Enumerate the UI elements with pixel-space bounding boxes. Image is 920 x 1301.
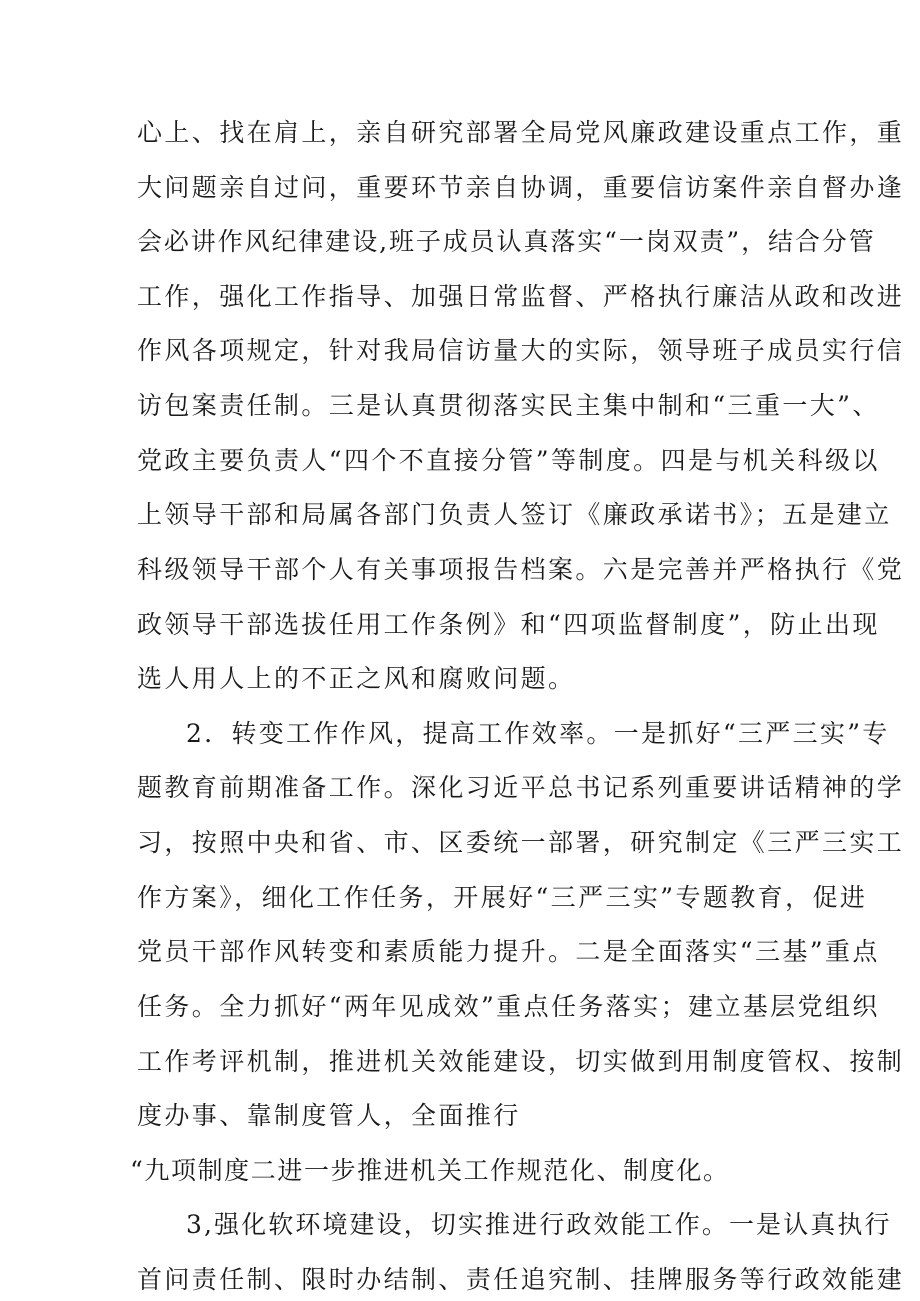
- text-line: 作方案》，细化工作任务，开展好“三严三实”专题教育，促进: [137, 882, 868, 912]
- text-line: 访包案责任制。三是认真贯彻落实民主集中制和“三重一大”、: [137, 391, 880, 421]
- text-line: 习，按照中央和省、市、区委统一部署，研究制定《三严三实工: [137, 828, 905, 858]
- text-line: 3,强化软环境建设，切实推进行政效能工作。一是认真执行: [186, 1210, 892, 1240]
- text-line: 任务。全力抓好“两年见成效”重点任务落实；建立基层党组织: [137, 991, 880, 1021]
- text-line: “九项制度二进一步推进机关工作规范化、制度化。: [130, 1155, 730, 1185]
- text-line: 上领导干部和局属各部门负责人签订《廉政承诺书》；五是建立: [137, 500, 892, 530]
- text-line: 会必讲作风纪律建设,班子成员认真落实“一岗双责”，结合分管: [137, 227, 876, 257]
- text-line: 度办事、靠制度管人，全面推行: [137, 1101, 521, 1131]
- text-line: 心上、找在肩上，亲自研究部署全局党风廉政建设重点工作，重: [137, 118, 905, 147]
- text-line: 工作考评机制，推进机关效能建设，切实做到用制度管权、按制: [137, 1046, 905, 1076]
- text-line: 首问责任制、限时办结制、责任追究制、挂牌服务等行政效能建: [137, 1265, 905, 1294]
- text-line: 大问题亲自过问，重要环节亲自协调，重要信访案件亲自督办逢: [137, 172, 905, 202]
- text-line: 科级领导干部个人有关事项报告档案。六是完善并严格执行《党: [137, 554, 905, 584]
- text-line: 题教育前期准备工作。深化习近平总书记系列重要讲话精神的学: [137, 773, 905, 803]
- text-line: 政领导干部选拔任用工作条例》和“四项监督制度”，防止出现: [137, 609, 880, 639]
- text-line: 党员干部作风转变和素质能力提升。二是全面落实“三基”重点: [137, 937, 880, 967]
- text-line: 2．转变工作作风，提高工作效率。一是抓好“三严三实”专: [186, 718, 890, 748]
- text-line: 选人用人上的不正之风和腐败问题。: [137, 664, 576, 694]
- text-line: 工作，强化工作指导、加强日常监督、严格执行廉洁从政和改进: [137, 281, 905, 311]
- text-line: 党政主要负责人“四个不直接分管”等制度。四是与机关科级以: [137, 445, 880, 475]
- text-line: 作风各项规定，针对我局信访量大的实际，领导班子成员实行信: [137, 336, 905, 366]
